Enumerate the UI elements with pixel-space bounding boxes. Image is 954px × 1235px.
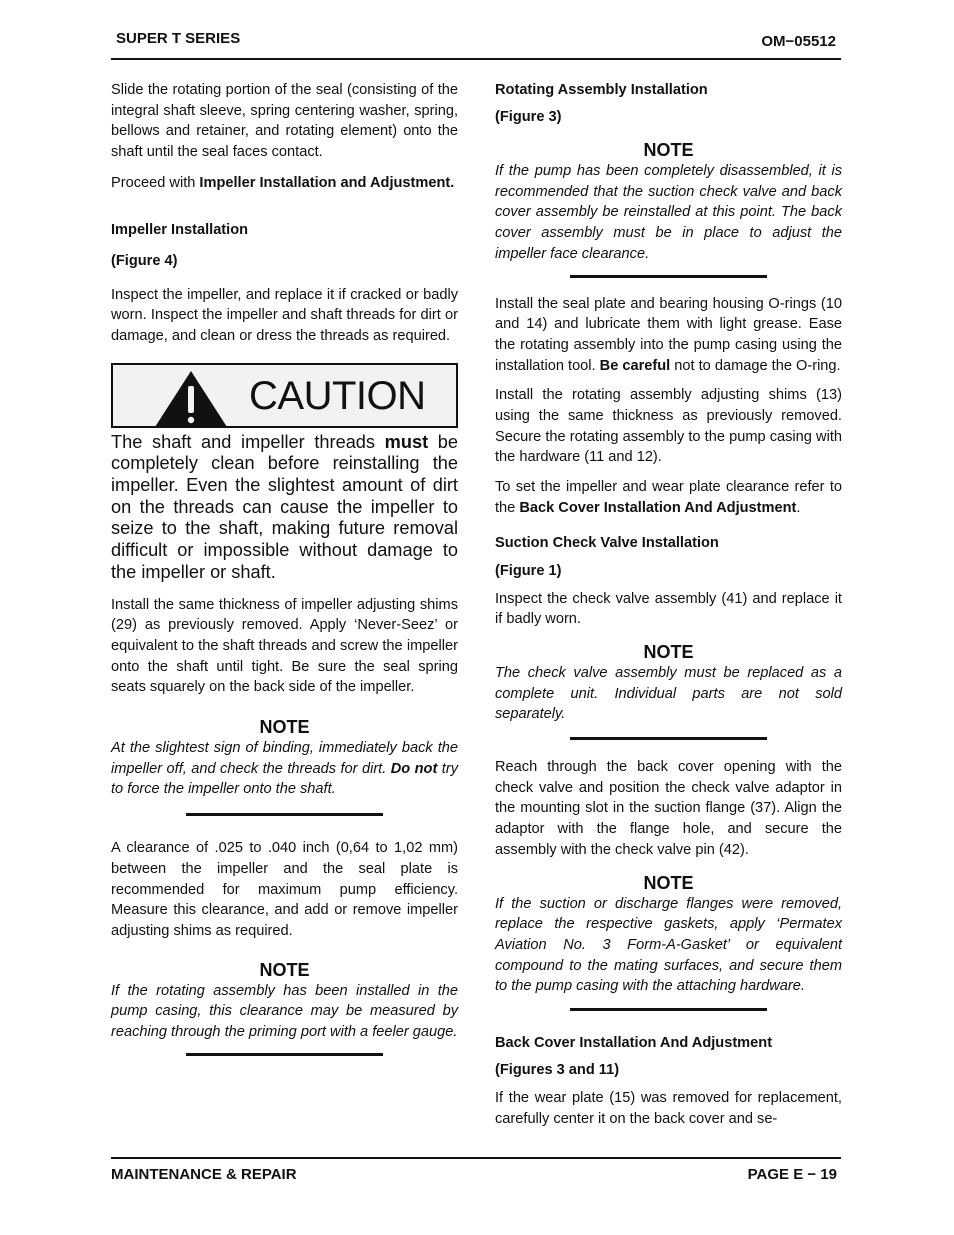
seal-installation-paragraph: Slide the rotating portion of the seal (consisting of the integral shaft sleeve, spring centering washer, spring, bellows and retainer, and rotating element) onto the shaft until the seal faces contact. [111,82,458,161]
right-column [495,80,842,1130]
rotating-assembly-heading: Rotating Assembly Installation [495,82,708,98]
clearance-ref-c: . [796,499,801,516]
header-rule [111,58,841,60]
check-valve-figure-ref: (Figure 1) [495,562,562,579]
o-rings-a: Install the seal plate and bearing housing O-rings (10 and 14) and lubricate them with light grease. Ease the rotating assembly into the pump casing using the installation tool. [495,295,842,374]
proceed-paragraph [111,173,458,194]
impeller-figure-ref: (Figure 4) [111,252,178,269]
clearance-ref-a: To set the impeller and wear plate clearance refer to the [495,479,842,516]
wear-plate-paragraph: If the wear plate (15) was removed for replacement, carefully center it on the back cover and se- [495,1090,842,1127]
note-title: NOTE [643,641,694,662]
note-binding-c: try to force the impeller onto the shaft. [111,760,458,798]
note-check-valve-text: The check valve assembly must be replaced as a complete unit. Individual parts are not sold separately. [495,664,842,723]
back-cover-heading: Back Cover Installation And Adjustment [495,1035,773,1052]
note-binding-a: At the slightest sign of binding, immediately back the impeller off, and check the threads for dirt. [111,740,458,777]
inspect-check-valve-paragraph: Inspect the check valve assembly (41) and replace it if badly worn. [495,590,842,628]
caution-word: CAUTION [249,373,426,418]
note-title: NOTE [259,959,310,980]
rotating-assembly-figure-ref: (Figure 3) [495,109,562,125]
note-flanges-text: If the suction or discharge flanges were removed, replace the respective gaskets, apply ‘Permatex Aviation No. 3 Form-A-Gasket’ or equivalent compound to the mating surfaces, and secure them to the pump casing with the attaching hardware. [495,895,842,995]
header-document-number: OM−05512 [761,33,836,50]
clearance-paragraph: A clearance of .025 to .040 inch (0,64 to 1,02 mm) between the impeller and the seal plate is recommended for maximum pump efficiency. Measure this clearance, and add or remove impeller adjusting shims as required. [111,840,458,939]
caution-text-emphasis: must [384,431,429,452]
o-rings-emphasis: Be careful [599,357,671,374]
check-valve-heading: Suction Check Valve Installation [495,534,719,551]
proceed-link-text: Impeller Installation and Adjustment. [199,174,455,191]
rotating-shims-paragraph: Install the rotating assembly adjusting shims (13) using the same thickness as previously removed. Secure the rotating assembly to the pump casing with the hardware (11 and 12). [495,387,842,466]
left-column [111,80,458,1056]
clearance-reference-paragraph [495,477,842,518]
footer-section-title: MAINTENANCE & REPAIR [111,1166,297,1183]
back-cover-figure-ref: (Figures 3 and 11) [495,1062,620,1079]
impeller-installation-heading: Impeller Installation [111,221,249,238]
proceed-text: Proceed with [111,174,200,191]
note-title: NOTE [259,717,310,738]
header-series-title: SUPER T SERIES [116,30,241,47]
note-divider [570,275,767,278]
caution-text [111,432,458,584]
note-title: NOTE [643,872,694,893]
caution-text-a: The shaft and impeller threads [111,431,385,452]
note-binding-text [111,738,458,800]
note-title: NOTE [643,140,694,160]
o-rings-paragraph [495,294,842,377]
note-clearance-text: If the rotating assembly has been installed in the pump casing, this clearance may be measured by reaching through the priming port with a feeler gauge. [111,982,458,1041]
note-divider [570,737,767,740]
caution-text-c: be completely clean before reinstalling the impeller. Even the slightest amount of dirt on the threads can cause the impeller to seize to the shaft, making future removal difficult or impossible without damage to the impeller or shaft. [111,431,458,582]
footer-page-number: PAGE E − 19 [747,1166,837,1183]
note-divider [186,813,383,816]
note-binding-emphasis: Do not [390,760,438,777]
warning-triangle-icon [153,369,229,429]
note-divider [570,1008,767,1011]
adjusting-shims-paragraph: Install the same thickness of impeller adjusting shims (29) as previously removed. Apply ‘Never-Seez’ or equivalent to the shaft threads and screw the impeller onto the shaft until tight. Be sure the seal spring seats squarely on the back side of the impeller. [111,596,458,696]
note-divider [186,1053,383,1056]
o-rings-c: not to damage the O-ring. [670,357,841,374]
footer-rule [111,1157,841,1159]
check-valve-adaptor-paragraph: Reach through the back cover opening with the check valve and position the check valve adaptor in the mounting slot in the suction flange (37). Align the adaptor with the flange hole, and secure the assembly with the check valve pin (42). [495,759,842,858]
note-disassembled-text: If the pump has been completely disassembled, it is recommended that the suction check valve and back cover assembly be reinstalled at this point. The back cover assembly must be in place to adjust the impeller face clearance. [495,163,842,262]
caution-banner [111,363,458,428]
inspect-impeller-paragraph: Inspect the impeller, and replace it if cracked or badly worn. Inspect the impeller and shaft threads for dirt or damage, and clean or dress the threads as required. [111,286,458,344]
clearance-ref-emphasis: Back Cover Installation And Adjustment [519,499,797,516]
